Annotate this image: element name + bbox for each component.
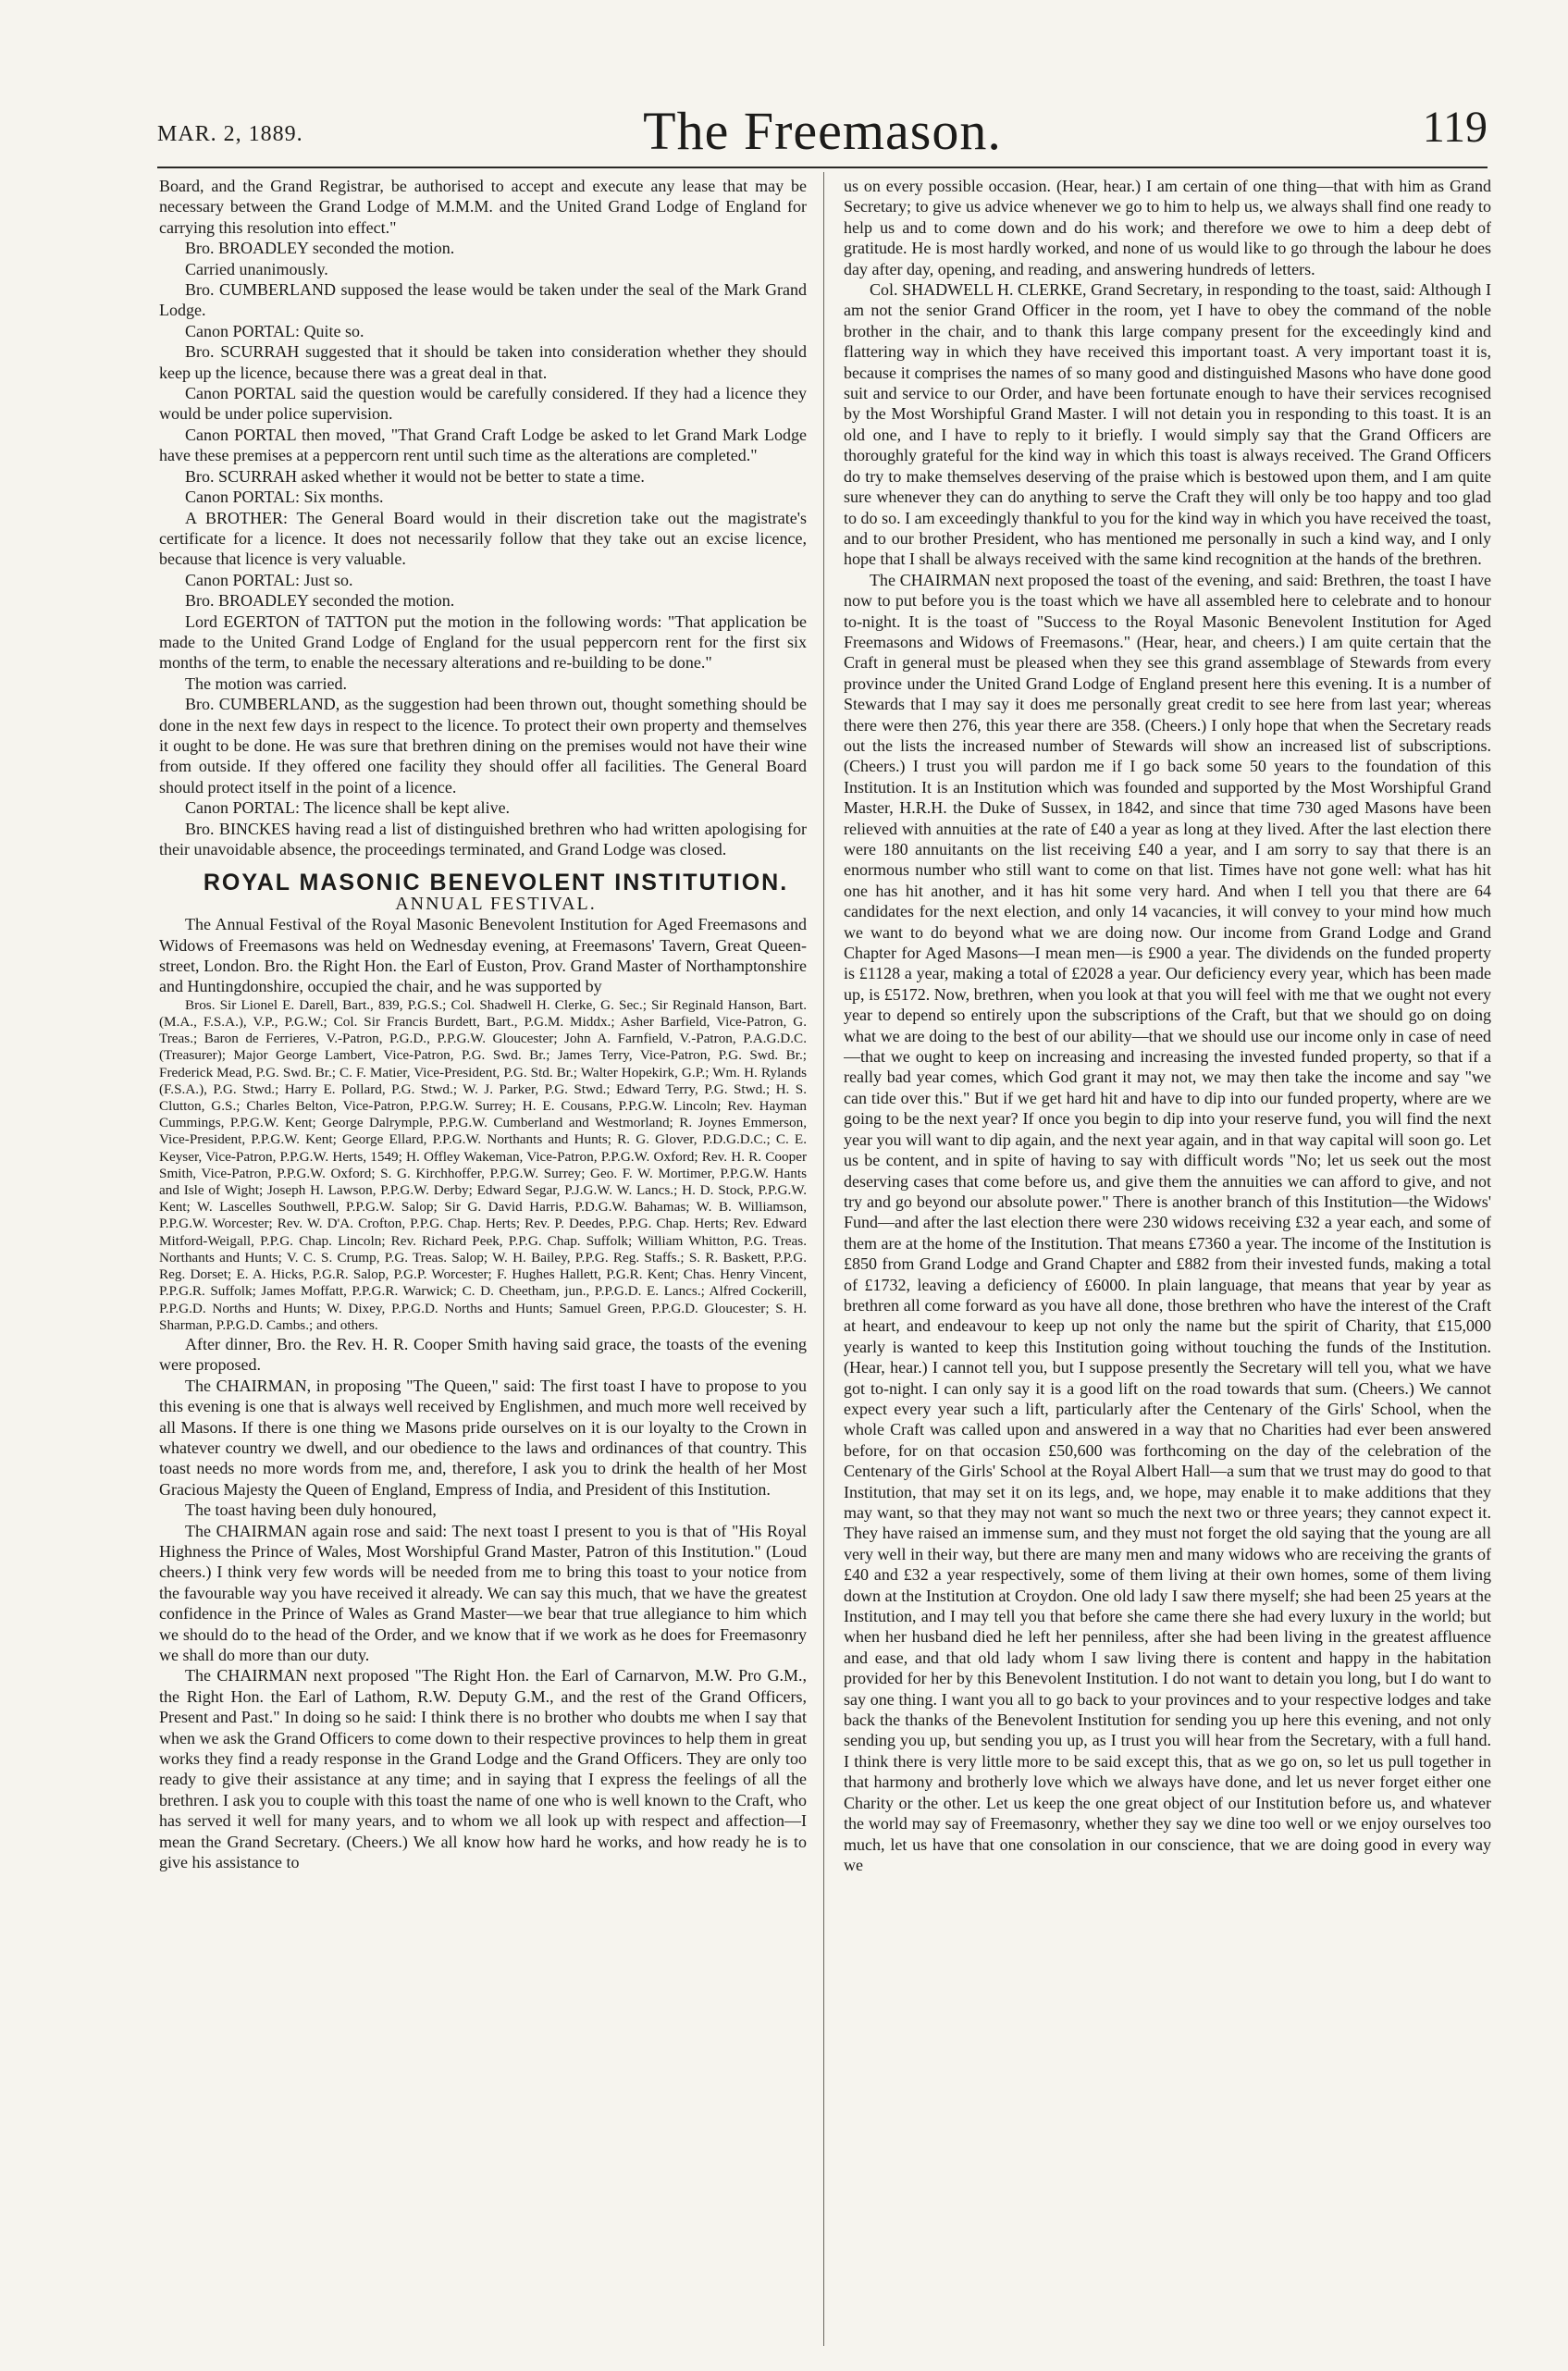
masthead-rule — [157, 167, 1488, 168]
paragraph: Canon PORTAL: Just so. — [185, 570, 353, 589]
section-subheading: ANNUAL FESTIVAL. — [395, 893, 597, 914]
paragraph: The CHAIRMAN, in proposing "The Queen," said: The first toast I have to propose to you this evening is one that is always well received by Englishmen, and much more well received by all Masons. If there is one thing we Masons pride ourselves on it is our loyalty to the Crown in whatever country we dwell, and our obedience to the laws and ordinances of that country. This toast needs no more words from me, and, therefore, I ask you to drink the health of her Most Gracious Majesty the Queen of England, Empress of India, and President of this Institution. — [159, 1376, 807, 1499]
masthead — [157, 100, 1488, 165]
paragraph: Canon PORTAL said the question would be carefully considered. If they had a licence they would be under police supervision. — [159, 384, 807, 424]
column-divider — [823, 172, 824, 2346]
paragraph: Canon PORTAL: Quite so. — [185, 321, 364, 340]
paragraph: Bro. BROADLEY seconded the motion. — [185, 239, 455, 258]
paragraph: Board, and the Grand Registrar, be authorised to accept and execute any lease that may be necessary between the Grand Lodge of M.M.M. and the United Grand Lodge of England for carrying this resolution into effect." — [159, 177, 807, 237]
left-column — [159, 176, 807, 2340]
section-heading: ROYAL MASONIC BENEVOLENT INSTITUTION. — [203, 870, 789, 896]
paragraph: Canon PORTAL: The licence shall be kept alive. — [185, 798, 511, 818]
paragraph: Col. SHADWELL H. CLERKE, Grand Secretary, in responding to the toast, said: Although I am not the senior Grand Officer in the room, yet I have to obey the command of the noble brother in the chair, and to thank this large company present for the exceedingly kind and flattering way in which they have received this important toast. A very important toast it is, because it comprises the names of so many good and distinguished Masons who have done good suit and service to our Order, and have been fortunate enough to have their services recognised by the Most Worshipful Grand Master. I will not detain you in responding to this toast. It is an old one, and I have to reply to it briefly. I would simply say that the Grand Officers are thoroughly grateful for the kind way in which this toast is always received. The Grand Officers do try to make themselves deserving of the praise which is bestowed upon them, and I am quite sure whenever they can do anything to serve the Craft they will only be too happy and too glad to do so. I am exceedingly thankful to you for the kind way in which you have received the toast, and to our brother President, who has mentioned me personally in such a kind way, and I only hope that I shall be always received with the same kind recognition at the hands of the brethren. — [844, 280, 1491, 569]
paragraph: Lord EGERTON of TATTON put the motion in the following words: "That application be made to the United Grand Lodge of England for the usual peppercorn rent for the first six months of the term, to enable the necessary alterations and re-building to be done." — [159, 611, 807, 673]
paragraph: After dinner, Bro. the Rev. H. R. Cooper Smith having said grace, the toasts of the evening were proposed. — [159, 1334, 807, 1375]
paragraph: Bro. BINCKES having read a list of distinguished brethren who had written apologising for their unavoidable absence, the proceedings terminated, and Grand Lodge was closed. — [159, 819, 807, 858]
paragraph: The CHAIRMAN again rose and said: The next toast I present to you is that of "His Royal Highness the Prince of Wales, Most Worshipful Grand Master, Patron of this Institution." (Loud cheers.) I think very few words will be needed from me to bring this toast to your notice from the favourable way you have received it already. We can say this much, that we have the greatest confidence in the Prince of Wales as Grand Master—we bear that true allegiance to him which we should do to the head of the Order, and we know that if we work as he does for Freemasonry we shall do more than our duty. — [159, 1521, 807, 1664]
paragraph: Bro. SCURRAH asked whether it would not be better to state a time. — [185, 466, 645, 486]
attendee-list: Bros. Sir Lionel E. Darell, Bart., 839, P.G.S.; Col. Shadwell H. Clerke, G. Sec.; Sir Reginald Hanson, Bart. (M.A., F.S.A.), V.P., P.G.W.; Col. Sir Francis Burdett, Bart., P.G.M. Middx.; Asher Barfield, Vice-Patron, G. Treas.; Baron de Ferrieres, V.-Patron, P.G.D., P.P.G.W. Gloucester; John A. Farnfield, V.-Patron, P.A.G.D.C. (Treasurer); Major George Lambert, Vice-Patron, P.G. Swd. Br.; James Terry, Vice-Patron, P.G. Swd. Br.; Frederick Mead, P.G. Swd. Br.; C. F. Matier, Vice-President, P.G. Std. Br.; Walter Hopekirk, G.P.; Wm. H. Rylands (F.S.A.), P.G. Stwd.; Harry E. Pollard, P.G. Stwd.; W. J. Parker, P.G. Stwd.; Edward Terry, P.G. Stwd.; H. S. Clutton, G.S.; Charles Belton, Vice-Patron, P.P.G.W. Surrey; H. E. Cousans, P.P.G.W. Lincoln; Rev. Hayman Cummings, P.P.G.W. Kent; George Dalrymple, P.P.G.W. Cumberland and Westmorland; R. Joynes Emmerson, Vice-President, P.P.G.W. Kent; George Ellard, P.P.G.W. Northants and Hunts; R. G. Glover, P.D.G.D.C.; C. E. Keyser, Vice-Patron, P.P.G.W. Herts, 1549; H. Offley Wakeman, Vice-Patron, P.P.G.W. Oxford; Rev. H. R. Cooper Smith, Vice-Patron, P.P.G.W. Oxford; S. G. Kirchhoffer, P.P.G.W. Surrey; Geo. F. W. Mortimer, P.P.G.W. Hants and Isle of Wight; Joseph H. Lawson, P.P.G.W. Derby; Edward Segar, P.J.G.W. W. Lancs.; H. D. Stock, P.P.G.W. Kent; W. Lascelles Southwell, P.P.G.W. Salop; Sir G. David Harris, P.D.G.W. Bahamas; W. B. Williamson, P.P.G.W. Worcester; Rev. W. D'A. Crofton, P.P.G. Chap. Herts; Rev. P. Deedes, P.P.G. Chap. Herts; Rev. Edward Mitford-Weigall, P.P.G. Chap. Lincoln; Rev. Richard Peek, P.P.G. Chap. Suffolk; William Whitton, P.G. Treas. Northants and Hunts; V. C. S. Crump, P.G. Treas. Salop; W. H. Bailey, P.P.G. Reg. Staffs.; S. R. Baskett, P.P.G. Reg. Dorset; E. A. Hicks, P.G.R. Salop, P.G.P. Worcester; F. Hughes Hallett, P.G.R. Kent; Chas. Henry Vincent, P.P.G.R. Suffolk; James Moffatt, P.P.G.R. Warwick; C. D. Cheetham, jun., P.P.G.D. E. Lancs.; Alfred Cockerill, P.P.G.D. Norths and Hunts; W. Dixey, P.P.G.D. Norths and Hunts; Samuel Green, P.P.G.D. Gloucester; S. H. Sharman, P.P.G.D. Cambs.; and others. — [159, 996, 807, 1333]
page-number: 119 — [1422, 103, 1488, 152]
paragraph: Bro. CUMBERLAND supposed the lease would be taken under the seal of the Mark Grand Lodge. — [159, 280, 807, 320]
paragraph: The toast having been duly honoured, — [185, 1500, 437, 1520]
paragraph: Bro. SCURRAH suggested that it should be taken into consideration whether they should keep up the licence, because there was a great deal in that. — [159, 342, 807, 382]
paragraph: Bro. BROADLEY seconded the motion. — [185, 591, 455, 611]
paragraph: Bro. CUMBERLAND, as the suggestion had been thrown out, thought something should be done in the next few days in respect to the licence. To protect their own property and themselves it ought to be done. He was sure that brethren dining on the premises would not have their wine from outside. If they offered one facility they should offer all facilities. The General Board should protect itself in the point of a licence. — [159, 695, 807, 797]
issue-date: MAR. 2, 1889. — [157, 122, 303, 146]
paragraph: Canon PORTAL: Six months. — [185, 488, 384, 507]
paragraph: Canon PORTAL then moved, "That Grand Craft Lodge be asked to let Grand Mark Lodge have these premises at a peppercorn rent until such time as the alterations are completed." — [159, 425, 807, 465]
paragraph: us on every possible occasion. (Hear, hear.) I am certain of one thing—that with him as Grand Secretary; to give us advice whenever we go to him to help us, we always shall find one ready to help us and to come down and do his work; and therefore we owe to him a deep debt of gratitude. He is most hardly worked, and none of us would like to go through the labour he does day after day, opening, and reading, and answering hundreds of letters. — [844, 177, 1491, 278]
paragraph: Carried unanimously. — [185, 259, 328, 278]
paragraph: The CHAIRMAN next proposed the toast of the evening, and said: Brethren, the toast I have now to put before you is the toast which we have all assembled here to celebrate and to honour to-night. It is the toast of "Success to the Royal Masonic Benevolent Institution for Aged Freemasons and Widows of Freemasons." (Hear, hear, and cheers.) I am quite certain that the Craft in general must be pleased when they see this grand assemblage of Stewards from every province under the United Grand Lodge of England present here this evening. It is a number of Stewards that I may say it does me personally great credit to see here from last year; whereas there were then 276, this year there are 358. (Cheers.) I only hope that when the Secretary reads out the lists the increased number of Stewards will show an increased list of subscriptions. (Cheers.) I trust you will pardon me if I go back some 50 years to the foundation of this Institution. It is an Institution which was founded and supported by the Most Worshipful Grand Master, H.R.H. the Duke of Sussex, in 1842, and since that time 730 aged Masons have been relieved with annuities at the rate of £40 a year as long at they lived. After the last election there were 180 annuitants on the list receiving £40 a year, and I am sorry to say that there is an enormous number who still want to come on that list. Times have not gone well: what has hit one has hit another, and it has hit some very hard. And when I tell you that there are 64 candidates for the next election, and only 14 vacancies, it will convey to your mind how much we want to do beyond what we are doing now. Our income from Grand Lodge and Grand Chapter for Aged Masons—I mean men—is £900 a year. The dividends on the funded property is £1128 a year, making a total of £2028 a year. Our deficiency every year, which has been made up, is £5172. Now, brethren, when you look at that you will feel with me that we ought not every year to depend so entirely upon the subscriptions of the Craft, but that we should go on doing what we are doing to the best of our ability—that we should use our income only in case of need—that we ought to keep on increasing and increasing the invested funded property, so that if a really bad year comes, which God grant it may not, we may then take the income and say "we can tide over this." But if we get hard hit and have to dip into our funded property, where are we going to be the next year? If once you begin to dip into your reserve fund, you will find the next year you will want to dip again, and the next year again, and in that way capital will soon go. Let us be content, and in spite of having to say with difficult words "No; let us seek out the most deserving cases that come before us, and give them the annuities we can afford to give, and not try and go beyond our absolute power." There is another branch of this Institution—the Widows' Fund—and after the last election there were 230 widows receiving £32 a year each, and some of them are at the home of the Institution. That means £7360 a year. The income of the Institution is £850 from Grand Lodge and Grand Chapter and £882 from their invested funds, making a total of £1732, leaving a deficiency of £6000. In plain language, that means that year by year as brethren all come forward as you have all done, those brethren who have the interest of the Craft at heart, and endeavour to keep up not only the name but the spirit of Charity, that £15,000 yearly is wanted to keep this Institution going without touching the funds of the Institution. (Hear, hear.) I cannot tell you, but I suppose presently the Secretary will tell you, what we have got to-night. I can only say it is a good lift on the road towards that sum. (Cheers.) We cannot expect every year such a lift, particularly after the Centenary of the Girls' School, when the whole Craft was called upon and answered in a way that no Charities had ever been answered before, for on that occasion £50,600 was forthcoming on the day of the celebration of the Centenary of the Girls' School at the Royal Albert Hall—a sum that we trust may do good to that Institution, that may set it on its legs, and, we hope, may enable it to make additions that they may want, so that they may not want so much the next two or three years; they cannot expect it. They have raised an immense sum, and they must not forget the old saying that the young are all very well in their way, but there are many men and many widows who are receiving the grants of £40 and £32 a year respectively, some of them living at their own homes, some of them living down at the Institution at Croydon. One old lady I saw there myself; she had been 25 years at the Institution, and I may tell you that before she came there she had every luxury in the world; but when her husband died he left her penniless, after she had been living in the greatest affluence and ease, and that old lady whom I saw living there is content and happy in the habitation provided for her by this Benevolent Institution. I do not want to detain you long, but I do want to say one thing. I want you all to go back to your provinces and to your respective lodges and take back the thanks of the Benevolent Institution for sending you up here this evening, and not only sending you up, but sending you up, as I trust you will hear from the Secretary, with a full hand. I think there is very little more to be said except this, that as we go on, so let us pull together in that harmony and brotherly love which we always have done, and let us never forget either one Charity or the other. Let us keep the one great object of our Institution before us, and whatever the world may say of Freemasonry, whether they say we dine too well or we enjoy ourselves too much, let us have that one consolation in our conscience, that we are doing good in every way we — [844, 570, 1491, 1874]
paragraph: A BROTHER: The General Board would in their discretion take out the magistrate's certificate for a licence. It does not necessarily follow that they take out an excise licence, because that licence is very valuable. — [159, 508, 807, 569]
newspaper-title: The Freemason. — [643, 101, 1002, 161]
right-column — [844, 176, 1491, 2340]
paragraph: The motion was carried. — [185, 673, 347, 693]
paragraph: The CHAIRMAN next proposed "The Right Hon. the Earl of Carnarvon, M.W. Pro G.M., the Right Hon. the Earl of Lathom, R.W. Deputy G.M., and the rest of the Grand Officers, Present and Past." In doing so he said: I think there is no brother who doubts me when I say that when we ask the Grand Officers to come down to their respective provinces to help them in great works they find a ready response in the Grand Lodge and the Grand Officers. They are only too ready to give their assistance at any time; and in saying that I express the feelings of all the brethren. I ask you to couple with this toast the name of one who is well known to the Craft, who has served it well for many years, and to whom we all look up with respect and affection—I mean the Grand Secretary. (Cheers.) We all know how hard he works, and how ready he is to give his assistance to — [159, 1666, 807, 1872]
intro-paragraph: The Annual Festival of the Royal Masonic Benevolent Institution for Aged Freemasons and Widows of Freemasons was held on Wednesday evening, at Freemasons' Tavern, Great Queen-street, London. Bro. the Right Hon. the Earl of Euston, Prov. Grand Master of Northamptonshire and Huntingdonshire, occupied the chair, and he was supported by — [159, 915, 807, 996]
